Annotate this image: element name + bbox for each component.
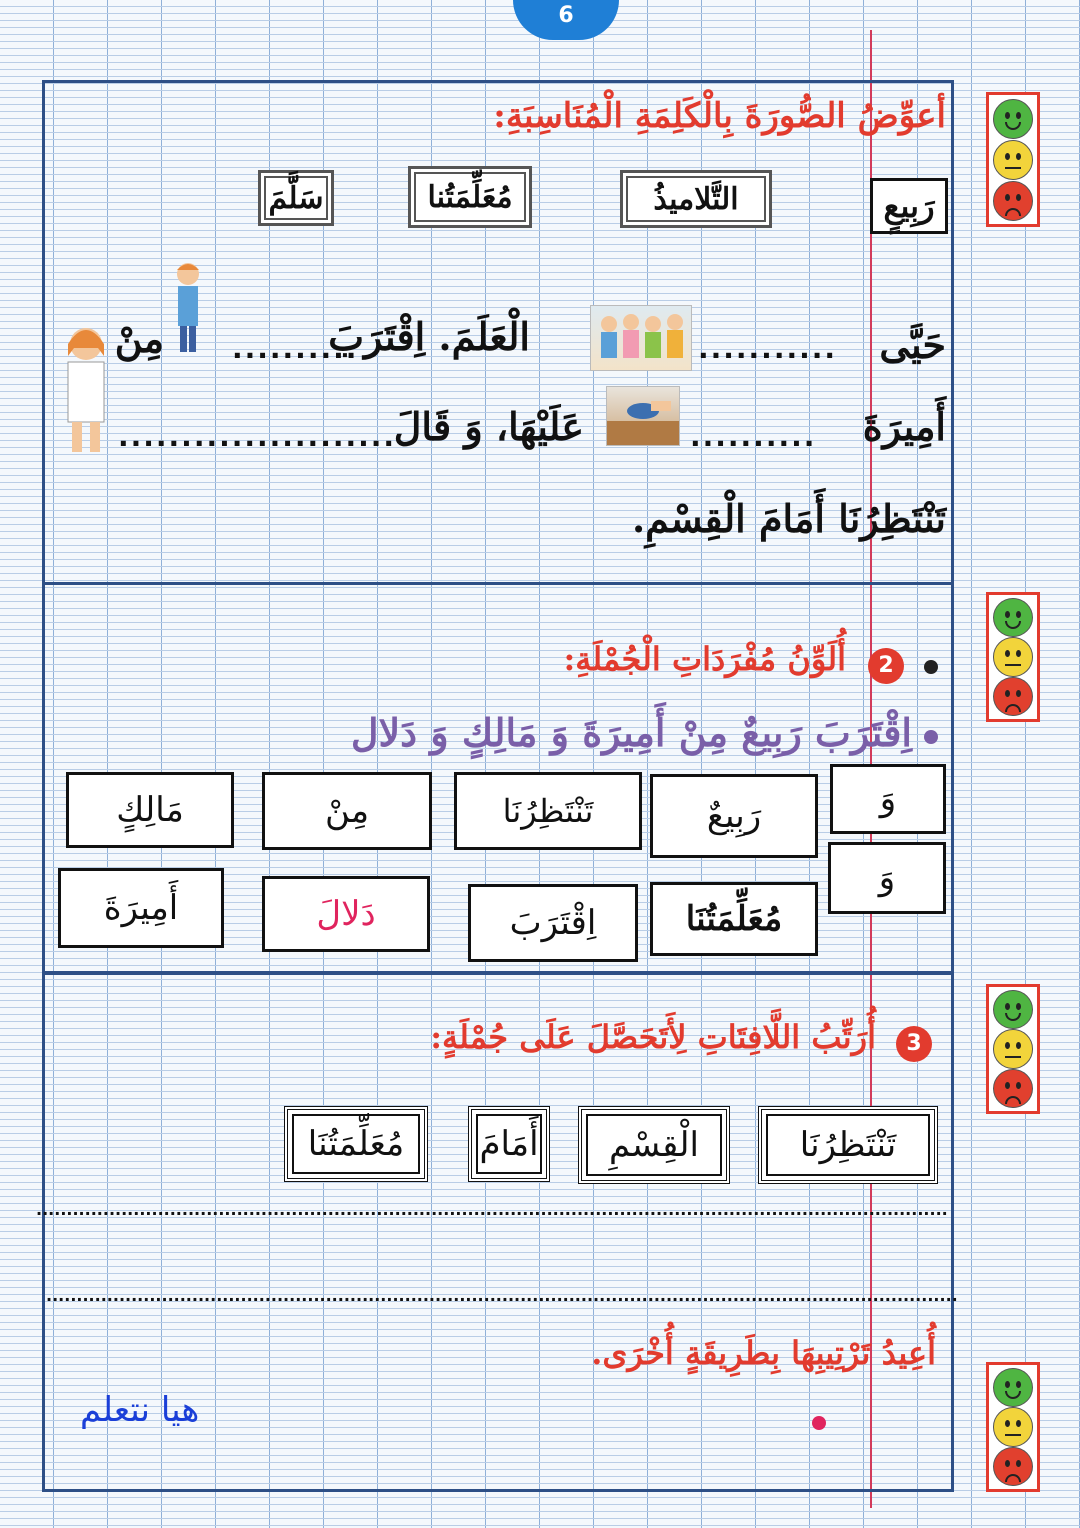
sad-face-icon[interactable] bbox=[993, 1069, 1033, 1108]
word-box[interactable]: التَّلاميذُ bbox=[620, 170, 772, 228]
word-card[interactable]: مُعَلِّمَتُنَا bbox=[650, 882, 818, 956]
sign-card[interactable]: مُعَلِّمَتُنَا bbox=[284, 1106, 428, 1182]
word-card[interactable]: وَ bbox=[828, 842, 946, 914]
neutral-face-icon[interactable] bbox=[993, 140, 1033, 180]
word-card[interactable]: دَلالَ bbox=[262, 876, 430, 952]
boy-picture bbox=[168, 260, 208, 356]
sentence1-start: حَيَّى bbox=[879, 322, 946, 367]
word-box[interactable]: سَلَّمَ bbox=[258, 170, 334, 226]
sign-card[interactable]: أَمَامَ bbox=[468, 1106, 550, 1182]
word-card[interactable]: تَنْتَظِرُنَا bbox=[454, 772, 642, 850]
happy-face-icon[interactable] bbox=[993, 598, 1033, 637]
blank-dots[interactable]: .......... bbox=[690, 420, 817, 453]
teacher-picture bbox=[54, 322, 118, 456]
happy-face-icon[interactable] bbox=[993, 99, 1033, 139]
word-box[interactable]: مُعَلِّمَتُنا bbox=[408, 166, 532, 228]
bullet bbox=[924, 730, 938, 744]
sign-card[interactable]: تَنْتَظِرُنَا bbox=[758, 1106, 938, 1184]
answer-line-2[interactable]: ...................................................................................................................................................... bbox=[46, 1286, 958, 1305]
greeting-picture bbox=[606, 386, 680, 446]
sentence1-end: مِنْ bbox=[114, 316, 164, 361]
sentence2-middle: عَلَيْهَا، وَ قَالَ bbox=[393, 404, 584, 449]
exercise3-instruction: أُعِيدُ تَرْتِيبِهَا بِطَرِيقَةٍ أُخْرَى. bbox=[591, 1334, 936, 1372]
sign-card[interactable]: الْقِسْمِ bbox=[578, 1106, 730, 1184]
rating-faces-3 bbox=[986, 984, 1040, 1114]
sad-face-icon[interactable] bbox=[993, 1447, 1033, 1486]
bullet bbox=[924, 660, 938, 674]
word-card[interactable]: رَبِيعٌ bbox=[650, 774, 818, 858]
students-picture bbox=[590, 305, 692, 371]
sad-face-icon[interactable] bbox=[993, 677, 1033, 716]
blank-dots[interactable]: .......... bbox=[232, 332, 359, 365]
rating-faces-2 bbox=[986, 592, 1040, 722]
word-card[interactable]: مَالِكٍ bbox=[66, 772, 234, 848]
sad-face-icon[interactable] bbox=[993, 181, 1033, 221]
exercise2-number: 2 bbox=[868, 648, 904, 684]
neutral-face-icon[interactable] bbox=[993, 1407, 1033, 1446]
sentence2-start: أَمِيرَةَ bbox=[862, 404, 946, 449]
exercise3-title: أُرَتِّبُ اللَّافِتَاتِ لِأَتَحَصَّلَ عَلَى جُمْلَةٍ: bbox=[430, 1018, 876, 1056]
word-card[interactable]: وَ bbox=[830, 764, 946, 834]
blank-dots[interactable]: ...................... bbox=[118, 420, 397, 453]
word-card[interactable]: أَمِيرَةَ bbox=[58, 868, 224, 948]
exercise2-sentence: اِقْتَرَبَ رَبِيعٌ مِنْ أَمِيرَةَ وَ مَالِكٍ وَ دَلال bbox=[350, 710, 912, 755]
page-number: 6 bbox=[513, 0, 619, 40]
exercise1-title: أعوِّضُ الصُّورَةَ بِالْكَلِمَةِ الْمُنَاسِبَةِ: bbox=[493, 96, 946, 136]
answer-line-1[interactable]: ...................................................................................................................................................... bbox=[36, 1200, 948, 1219]
sentence1-middle: الْعَلَمَ. اِقْتَرَبَ bbox=[328, 314, 530, 359]
sentence3: تَنْتَظِرُنَا أَمَامَ الْقِسْمِ. bbox=[631, 496, 946, 541]
rating-faces-1 bbox=[986, 92, 1040, 227]
rating-faces-4 bbox=[986, 1362, 1040, 1492]
happy-face-icon[interactable] bbox=[993, 990, 1033, 1029]
neutral-face-icon[interactable] bbox=[993, 1029, 1033, 1068]
happy-face-icon[interactable] bbox=[993, 1368, 1033, 1407]
neutral-face-icon[interactable] bbox=[993, 637, 1033, 676]
blank-dots[interactable]: ........... bbox=[698, 332, 838, 365]
word-card[interactable]: اِقْتَرَبَ bbox=[468, 884, 638, 962]
word-box[interactable]: رَبِيعٍ bbox=[870, 178, 948, 234]
word-card[interactable]: مِنْ bbox=[262, 772, 432, 850]
exercise3-number: 3 bbox=[896, 1026, 932, 1062]
red-dot bbox=[812, 1416, 826, 1430]
exercise2-title: أُلَوِّنُ مُفْرَدَاتِ الْجُمْلَةِ: bbox=[563, 640, 846, 678]
footer-brand: هيا نتعلم bbox=[80, 1390, 200, 1430]
